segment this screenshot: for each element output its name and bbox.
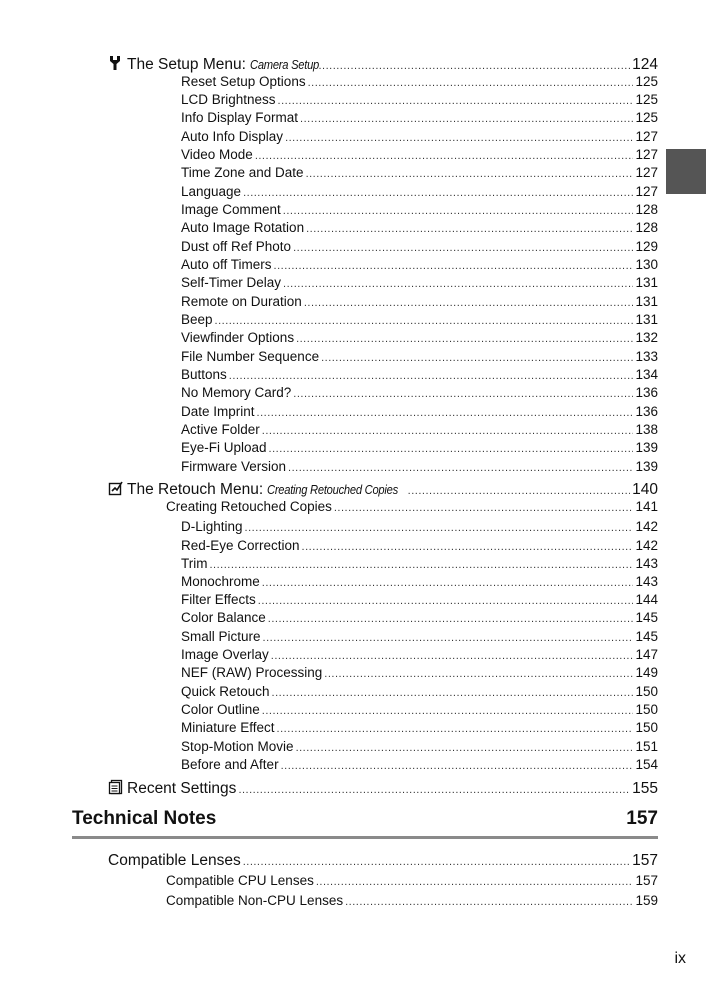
toc-label: D-Lighting: [181, 519, 243, 534]
wrench-icon: [108, 55, 124, 71]
toc-entry[interactable]: [181, 276, 658, 290]
leader-dots: [296, 334, 633, 345]
toc-page: 143: [635, 574, 658, 589]
toc-entry[interactable]: [181, 350, 658, 364]
toc-label: Viewfinder Options: [181, 330, 295, 345]
toc-label: File Number Sequence: [181, 349, 320, 364]
toc-page: 136: [635, 404, 658, 419]
toc-page: 127: [635, 129, 658, 144]
leader-dots: [296, 743, 634, 754]
toc-entry[interactable]: [181, 386, 658, 400]
toc-page: 139: [635, 459, 658, 474]
leader-dots: [324, 669, 633, 680]
leader-dots: [263, 633, 634, 644]
section-divider: [72, 836, 658, 839]
toc-entry[interactable]: [181, 441, 658, 455]
toc-entry[interactable]: [181, 740, 658, 754]
toc-label: Buttons: [181, 367, 227, 382]
toc-entry[interactable]: [181, 758, 658, 772]
toc-page: 129: [635, 239, 658, 254]
toc-entry-recent-settings[interactable]: [108, 779, 658, 797]
leader-dots: [302, 542, 634, 553]
leader-dots: [257, 408, 634, 419]
toc-entry[interactable]: [181, 75, 658, 89]
leader-dots: [345, 897, 633, 908]
recent-settings-page: 155: [632, 780, 658, 797]
leader-dots: [281, 761, 634, 772]
toc-entry[interactable]: [166, 500, 658, 514]
toc-page: 150: [635, 702, 658, 717]
toc-page: 157: [632, 852, 658, 869]
toc-label: Info Display Format: [181, 110, 299, 125]
toc-page: 125: [635, 92, 658, 107]
leader-dots: [277, 724, 634, 735]
leader-dots: [278, 96, 634, 107]
toc-page: 128: [635, 220, 658, 235]
toc-label: Miniature Effect: [181, 720, 275, 735]
toc-entry[interactable]: [181, 539, 658, 553]
toc-page: 151: [635, 739, 658, 754]
toc-page: 145: [635, 610, 658, 625]
toc-entry[interactable]: [181, 460, 658, 474]
setup-menu-title: The Setup Menu:: [127, 56, 246, 73]
toc-page: 144: [635, 592, 658, 607]
leader-dots: [271, 651, 634, 662]
toc-page: 139: [635, 440, 658, 455]
toc-page: 154: [635, 757, 658, 772]
toc-entry[interactable]: [181, 630, 658, 644]
toc-label: Before and After: [181, 757, 279, 772]
toc-entry[interactable]: [181, 295, 658, 309]
toc-entry[interactable]: [181, 240, 658, 254]
toc-label: Small Picture: [181, 629, 261, 644]
toc-label: Time Zone and Date: [181, 165, 304, 180]
leader-dots: [408, 486, 630, 497]
toc-label: Compatible Lenses: [108, 852, 241, 869]
toc-page: 127: [635, 165, 658, 180]
toc-label: Auto Image Rotation: [181, 220, 305, 235]
toc-page: 142: [635, 519, 658, 534]
setup-menu-page: 124: [632, 56, 658, 73]
leader-dots: [258, 596, 634, 607]
toc-entry[interactable]: [181, 721, 658, 735]
toc-entry-retouch-menu[interactable]: [108, 480, 658, 498]
leader-dots: [269, 444, 634, 455]
recent-settings-icon: [108, 779, 124, 795]
section-title: Technical Notes: [72, 808, 217, 829]
leader-dots: [316, 877, 634, 888]
leader-dots: [229, 371, 634, 382]
toc-entry[interactable]: [181, 593, 658, 607]
toc-label: Eye-Fi Upload: [181, 440, 267, 455]
toc-entry[interactable]: [181, 185, 658, 199]
toc-label: Date Imprint: [181, 404, 255, 419]
toc-page: 134: [635, 367, 658, 382]
toc-label: Self-Timer Delay: [181, 275, 282, 290]
retouch-menu-page: 140: [632, 481, 658, 498]
toc-label: Filter Effects: [181, 592, 256, 607]
recent-settings-title: Recent Settings: [127, 780, 237, 797]
toc-label: Dust off Ref Photo: [181, 239, 292, 254]
toc-page: 141: [635, 499, 658, 514]
toc-page: 128: [635, 202, 658, 217]
setup-menu-subtitle: Camera Setup: [250, 57, 320, 72]
toc-entry[interactable]: [181, 148, 658, 162]
toc-entry[interactable]: [181, 703, 658, 717]
toc-entry[interactable]: [181, 368, 658, 382]
toc-label: Auto Info Display: [181, 129, 284, 144]
retouch-menu-subtitle: Creating Retouched Copies: [267, 482, 399, 497]
toc-entry[interactable]: [181, 313, 658, 327]
toc-label: Color Outline: [181, 702, 260, 717]
leader-dots: [245, 523, 634, 534]
toc-page: 149: [635, 665, 658, 680]
toc-entry[interactable]: [181, 520, 658, 534]
retouch-icon: [108, 480, 124, 496]
leader-dots: [243, 188, 633, 199]
toc-entry[interactable]: [181, 557, 658, 571]
leader-dots: [293, 389, 633, 400]
leader-dots: [300, 114, 633, 125]
toc-entry[interactable]: [181, 666, 658, 680]
leader-dots: [274, 261, 634, 272]
toc-entry-compatible-lenses[interactable]: [108, 853, 658, 869]
toc-label: NEF (RAW) Processing: [181, 665, 323, 680]
leader-dots: [308, 78, 634, 89]
toc-page: 159: [635, 893, 658, 908]
toc-label: Compatible CPU Lenses: [166, 873, 314, 888]
toc-entry[interactable]: [181, 423, 658, 437]
toc-page: 136: [635, 385, 658, 400]
toc-page: 150: [635, 684, 658, 699]
toc-label: Video Mode: [181, 147, 253, 162]
toc-page: 131: [635, 275, 658, 290]
toc-entry[interactable]: [166, 894, 658, 908]
toc-entry[interactable]: [181, 93, 658, 107]
toc-page: 127: [635, 184, 658, 199]
toc-entry[interactable]: [181, 575, 658, 589]
toc-entry[interactable]: [181, 221, 658, 235]
toc-entry[interactable]: [181, 203, 658, 217]
toc-entry[interactable]: [181, 405, 658, 419]
toc-entry[interactable]: [181, 331, 658, 345]
leader-dots: [272, 688, 634, 699]
toc-label: Quick Retouch: [181, 684, 270, 699]
leader-dots: [262, 706, 634, 717]
leader-dots: [321, 353, 633, 364]
leader-dots: [283, 206, 634, 217]
leader-dots: [306, 169, 634, 180]
leader-dots: [293, 243, 633, 254]
section-heading-technical-notes[interactable]: [72, 808, 658, 836]
toc-label: Trim: [181, 556, 208, 571]
toc-page: 125: [635, 74, 658, 89]
leader-dots: [262, 578, 634, 589]
toc-label: Stop-Motion Movie: [181, 739, 294, 754]
leader-dots: [215, 316, 634, 327]
leader-dots: [318, 61, 630, 72]
toc-entry[interactable]: [181, 111, 658, 125]
toc-label: Active Folder: [181, 422, 260, 437]
leader-dots: [268, 614, 634, 625]
toc-entry[interactable]: [181, 258, 658, 272]
toc-entry[interactable]: [166, 874, 658, 888]
section-page: 157: [626, 808, 658, 829]
toc-page: 157: [635, 873, 658, 888]
toc-label: Red-Eye Correction: [181, 538, 300, 553]
toc-label: Remote on Duration: [181, 294, 302, 309]
toc-label: Firmware Version: [181, 459, 287, 474]
toc-page: 145: [635, 629, 658, 644]
toc-page: 147: [635, 647, 658, 662]
toc-page: 150: [635, 720, 658, 735]
toc-page: 131: [635, 312, 658, 327]
toc-page: 125: [635, 110, 658, 125]
toc-entry[interactable]: [181, 648, 658, 662]
toc-label: Compatible Non-CPU Lenses: [166, 893, 344, 908]
leader-dots: [238, 785, 630, 796]
leader-dots: [306, 224, 633, 235]
toc-entry[interactable]: [181, 611, 658, 625]
leader-dots: [288, 463, 633, 474]
leader-dots: [255, 151, 634, 162]
leader-dots: [243, 857, 630, 868]
toc-label: Beep: [181, 312, 213, 327]
toc-page: 133: [635, 349, 658, 364]
toc-page: 130: [635, 257, 658, 272]
leader-dots: [283, 279, 633, 290]
toc-label: Auto off Timers: [181, 257, 272, 272]
toc-label: Image Comment: [181, 202, 281, 217]
toc-page: 132: [635, 330, 658, 345]
leader-dots: [334, 503, 634, 514]
toc-label: Color Balance: [181, 610, 266, 625]
toc-page: 138: [635, 422, 658, 437]
toc-label: Creating Retouched Copies: [166, 499, 332, 514]
toc-page: 131: [635, 294, 658, 309]
page-number: ix: [674, 950, 686, 967]
toc-label: Monochrome: [181, 574, 260, 589]
retouch-menu-title: The Retouch Menu:: [127, 481, 264, 498]
chapter-thumb-tab: [666, 149, 706, 194]
toc-label: Reset Setup Options: [181, 74, 306, 89]
leader-dots: [285, 133, 633, 144]
toc-entry-setup-menu[interactable]: [108, 55, 658, 73]
toc-label: LCD Brightness: [181, 92, 276, 107]
toc-entry[interactable]: [181, 130, 658, 144]
leader-dots: [304, 298, 634, 309]
toc-label: Image Overlay: [181, 647, 269, 662]
toc-label: No Memory Card?: [181, 385, 292, 400]
toc-entry[interactable]: [181, 685, 658, 699]
toc-page: 142: [635, 538, 658, 553]
toc-page: 143: [635, 556, 658, 571]
leader-dots: [210, 560, 634, 571]
toc-page: 127: [635, 147, 658, 162]
toc-entry[interactable]: [181, 166, 658, 180]
leader-dots: [262, 426, 634, 437]
toc-label: Language: [181, 184, 242, 199]
